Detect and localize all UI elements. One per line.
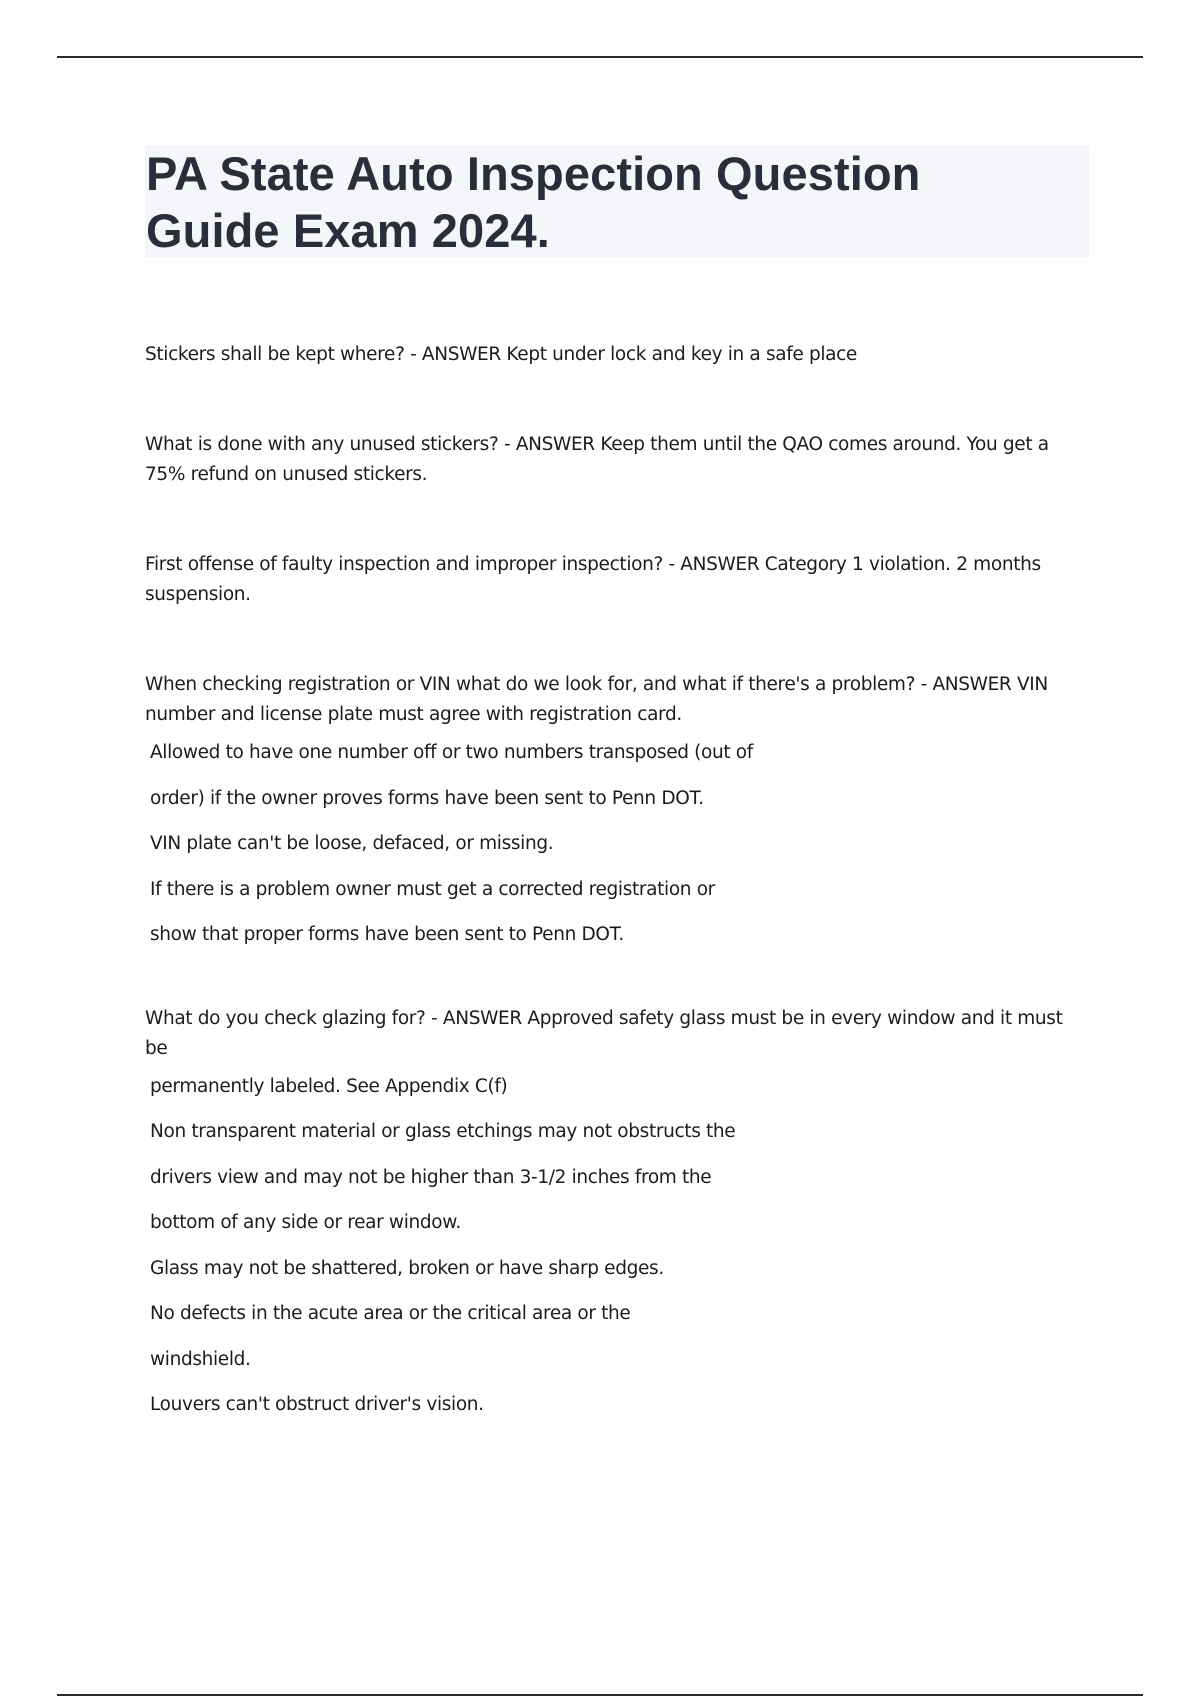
question-text-cont: 75% refund on unused stickers.: [145, 464, 428, 485]
question-text: What is done with any unused stickers? - ANSWER Keep them until the QAO comes around. You get a: [145, 434, 1049, 455]
answer-detail-line: show that proper forms have been sent to Penn DOT.: [150, 924, 624, 945]
title-line-2: Guide Exam 2024.: [146, 204, 550, 257]
qa-item-2: [145, 430, 1080, 490]
answer-detail-line: VIN plate can't be loose, defaced, or missing.: [150, 833, 554, 854]
top-rule: [57, 56, 1143, 58]
answer-detail-line: drivers view and may not be higher than 3-1/2 inches from the: [150, 1166, 712, 1188]
answer-detail-line: Louvers can't obstruct driver's vision.: [150, 1394, 484, 1415]
title-line-1: PA State Auto Inspection Question: [146, 147, 921, 200]
question-text: When checking registration or VIN what do we look for, and what if there's a problem? - ANSWER VIN: [145, 674, 1048, 695]
answer-detail-line: Non transparent material or glass etchings may not obstructs the: [150, 1121, 736, 1142]
answer-detail-line: bottom of any side or rear window.: [150, 1212, 461, 1233]
question-text-cont: number and license plate must agree with registration card.: [145, 704, 682, 725]
title-block: [145, 145, 1089, 257]
question-text: First offense of faulty inspection and improper inspection? - ANSWER Category 1 violation. 2 months: [145, 554, 1041, 575]
qa-item-3: [145, 550, 1080, 610]
document-title: [145, 145, 1089, 259]
qa-item-4: [145, 670, 1080, 958]
qa-item-5: [145, 1004, 1080, 1428]
qa-item-1: [145, 340, 1080, 370]
question-text: Stickers shall be kept where? - ANSWER Kept under lock and key in a safe place: [145, 344, 857, 365]
bottom-rule: [57, 1694, 1143, 1696]
question-text: What do you check glazing for? - ANSWER Approved safety glass must be in every window and it must: [145, 1007, 1063, 1029]
answer-detail-line: No defects in the acute area or the critical area or the: [150, 1303, 631, 1324]
question-text-cont: suspension.: [145, 584, 251, 605]
answer-detail-line: If there is a problem owner must get a corrected registration or: [150, 878, 715, 900]
answer-detail-line: windshield.: [150, 1348, 251, 1370]
answer-detail-line: Glass may not be shattered, broken or have sharp edges.: [150, 1257, 664, 1279]
answer-detail-line: permanently labeled. See Appendix C(f): [150, 1075, 508, 1097]
answer-detail-line: order) if the owner proves forms have been sent to Penn DOT.: [150, 787, 704, 809]
question-text-cont: be: [145, 1037, 168, 1059]
qa-content: [145, 340, 1080, 1428]
answer-detail-line: Allowed to have one number off or two numbers transposed (out of: [150, 742, 753, 763]
